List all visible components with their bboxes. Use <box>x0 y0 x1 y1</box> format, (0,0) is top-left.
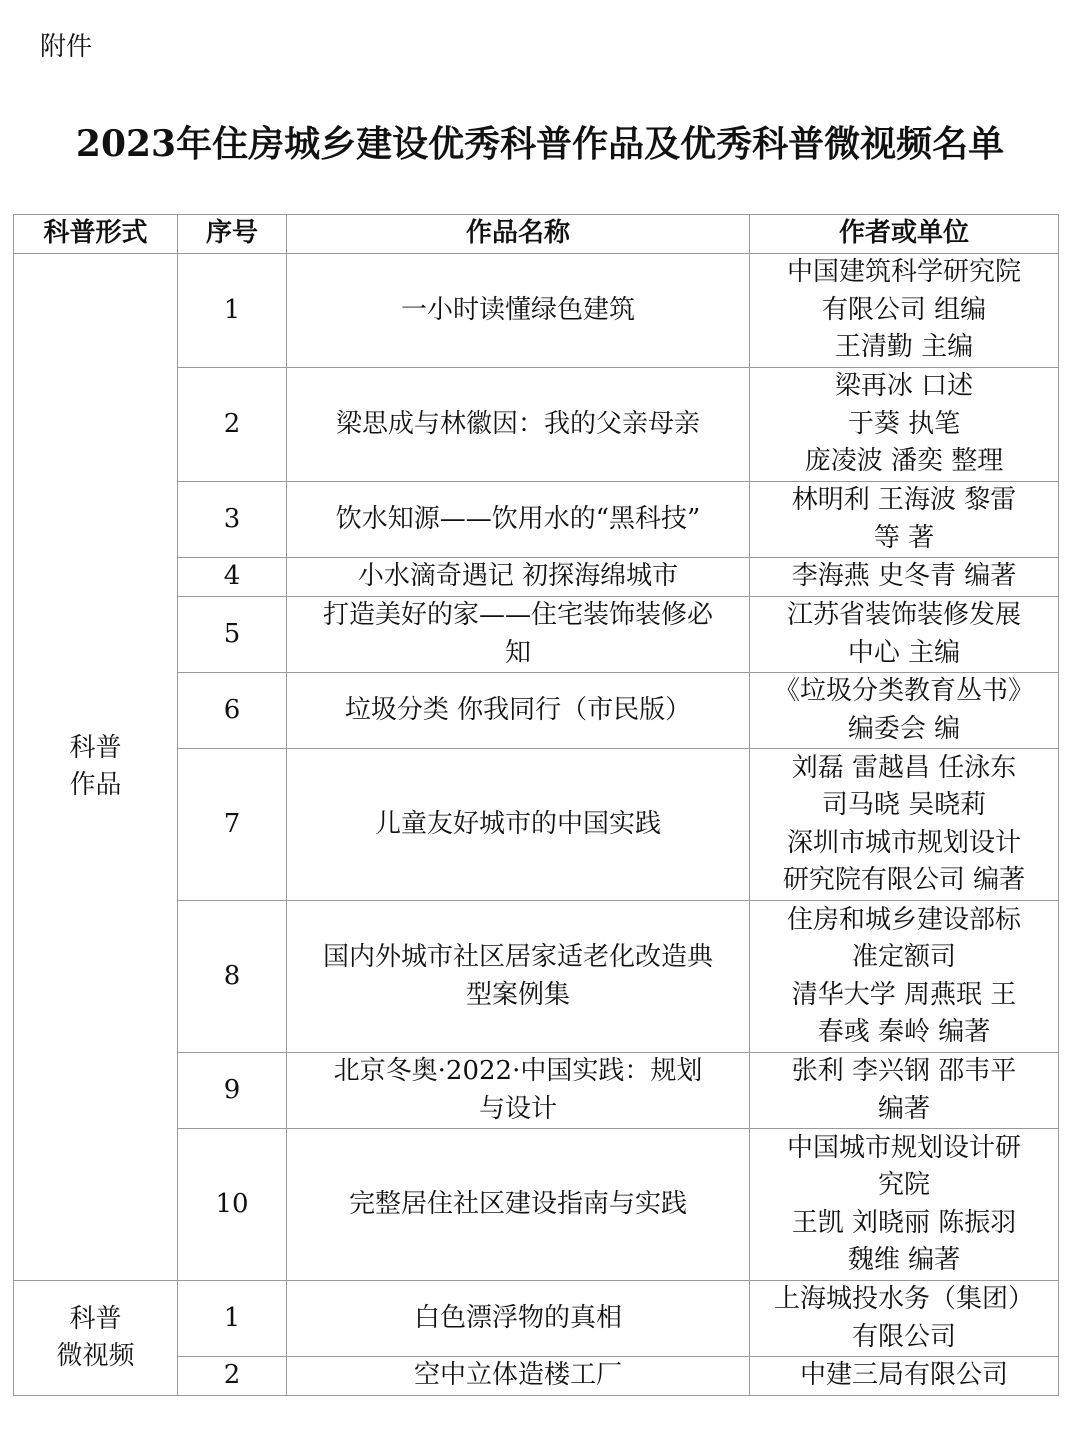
form-cell-line: 科普 <box>69 1303 122 1334</box>
work-title-cell <box>287 1357 750 1396</box>
author-cell-line: 中心 主编 <box>847 637 961 668</box>
author-cell-line: 究院 <box>877 1170 930 1200</box>
header-author: 作者或单位 <box>750 215 1059 254</box>
author-cell <box>750 1053 1059 1129</box>
work-title-cell <box>287 1129 750 1281</box>
author-cell-line: 编委会 编 <box>847 713 961 744</box>
index-cell: 10 <box>178 1129 287 1281</box>
work-title-cell-line: 与设计 <box>478 1093 557 1124</box>
author-cell-line: 梁再冰 口述 <box>834 371 974 402</box>
author-cell-line: 张利 李兴钢 邵韦平 <box>791 1056 1017 1086</box>
author-cell-line: 魏维 编著 <box>847 1245 961 1275</box>
award-list-table <box>13 214 1059 1396</box>
form-cell-line: 科普 <box>69 732 122 763</box>
index-cell: 9 <box>178 1053 287 1129</box>
work-title-cell <box>287 673 750 749</box>
work-title-cell-line: 知 <box>504 637 531 668</box>
header-work: 作品名称 <box>287 215 750 254</box>
header-index: 序号 <box>178 215 287 254</box>
index-cell: 2 <box>178 368 287 482</box>
attachment-label: 附件 <box>40 32 93 62</box>
author-cell-line: 中国城市规划设计研 <box>786 1132 1021 1163</box>
author-cell-line: 庞凌波 潘奕 整理 <box>804 446 1004 477</box>
author-cell-line: 清华大学 周燕珉 王 <box>791 979 1017 1010</box>
author-cell-line: 春彧 秦岭 编著 <box>817 1017 991 1047</box>
work-title-cell-line: 空中立体造楼工厂 <box>413 1360 622 1391</box>
table-body <box>14 254 1059 1396</box>
work-title-cell-line: 小水滴奇遇记 初探海绵城市 <box>357 561 679 592</box>
author-cell <box>750 673 1059 749</box>
work-title-cell-line: 北京冬奥·2022·中国实践：规划 <box>333 1056 703 1086</box>
work-title-cell-line: 垃圾分类 你我同行（市民版） <box>344 694 692 725</box>
author-cell-line: 上海城投水务（集团） <box>773 1284 1034 1314</box>
work-title-cell-line: 白色漂浮物的真相 <box>413 1302 622 1333</box>
work-title-cell <box>287 749 750 901</box>
index-cell: 1 <box>178 254 287 368</box>
work-title-cell <box>287 482 750 558</box>
author-cell-line: 深圳市城市规划设计 <box>786 827 1021 858</box>
work-title-cell-line: 打造美好的家——住宅装饰装修必 <box>322 600 713 630</box>
author-cell-line: 研究院有限公司 编著 <box>782 865 1026 895</box>
author-cell-line: 王清勤 主编 <box>834 332 974 363</box>
author-cell <box>750 368 1059 482</box>
index-cell: 7 <box>178 749 287 901</box>
index-cell: 3 <box>178 482 287 558</box>
author-cell-line: 编著 <box>877 1093 930 1124</box>
index-cell: 6 <box>178 673 287 749</box>
author-cell <box>750 482 1059 558</box>
form-cell-line: 微视频 <box>56 1341 135 1371</box>
form-cell-line: 作品 <box>69 770 122 800</box>
header-form: 科普形式 <box>14 215 178 254</box>
index-cell: 8 <box>178 901 287 1053</box>
work-title-cell <box>287 901 750 1053</box>
author-cell <box>750 901 1059 1053</box>
table-row <box>14 1281 1059 1357</box>
author-cell-line: 李海燕 史冬青 编著 <box>791 561 1017 592</box>
work-title-cell-line: 完整居住社区建设指南与实践 <box>348 1188 687 1219</box>
index-cell: 2 <box>178 1357 287 1396</box>
author-cell-line: 王凯 刘晓丽 陈振羽 <box>791 1207 1017 1238</box>
author-cell-line: 江苏省装饰装修发展 <box>786 600 1021 630</box>
work-title-cell <box>287 1053 750 1129</box>
author-cell <box>750 749 1059 901</box>
author-cell-line: 有限公司 <box>851 1321 956 1352</box>
author-cell <box>750 597 1059 673</box>
form-cell <box>14 254 178 1281</box>
table-header-row <box>14 215 1059 254</box>
index-cell: 1 <box>178 1281 287 1357</box>
work-title-cell-line: 儿童友好城市的中国实践 <box>374 808 661 839</box>
author-cell-line: 中国建筑科学研究院 <box>786 257 1021 288</box>
author-cell-line: 《垃圾分类教育丛书》 <box>773 676 1034 706</box>
work-title-cell <box>287 254 750 368</box>
author-cell-line: 中建三局有限公司 <box>799 1360 1008 1391</box>
author-cell-line: 准定额司 <box>851 942 956 972</box>
work-title-cell-line: 一小时读懂绿色建筑 <box>400 294 635 325</box>
author-cell-line: 有限公司 组编 <box>821 294 987 325</box>
work-title-cell <box>287 558 750 597</box>
index-cell: 4 <box>178 558 287 597</box>
form-cell <box>14 1281 178 1396</box>
author-cell-line: 于葵 执笔 <box>847 408 961 439</box>
author-cell-line: 等 著 <box>873 522 935 553</box>
work-title-cell-line: 梁思成与林徽因：我的父亲母亲 <box>335 408 700 439</box>
work-title-cell-line: 型案例集 <box>465 979 570 1010</box>
author-cell <box>750 1357 1059 1396</box>
work-title-cell-line: 国内外城市社区居家适老化改造典 <box>322 942 713 972</box>
page-title: 2023年住房城乡建设优秀科普作品及优秀科普微视频名单 <box>75 123 1005 165</box>
author-cell <box>750 1281 1059 1357</box>
author-cell <box>750 254 1059 368</box>
index-cell: 5 <box>178 597 287 673</box>
author-cell-line: 刘磊 雷越昌 任泳东 <box>791 752 1017 783</box>
author-cell-line: 林明利 王海波 黎雷 <box>791 485 1017 515</box>
author-cell-line: 司马晓 吴晓莉 <box>821 790 987 820</box>
work-title-cell-line: 饮水知源——饮用水的“黑科技” <box>335 503 701 534</box>
author-cell <box>750 558 1059 597</box>
author-cell-line: 住房和城乡建设部标 <box>786 904 1021 935</box>
author-cell <box>750 1129 1059 1281</box>
table-row <box>14 254 1059 368</box>
work-title-cell <box>287 1281 750 1357</box>
work-title-cell <box>287 368 750 482</box>
work-title-cell <box>287 597 750 673</box>
